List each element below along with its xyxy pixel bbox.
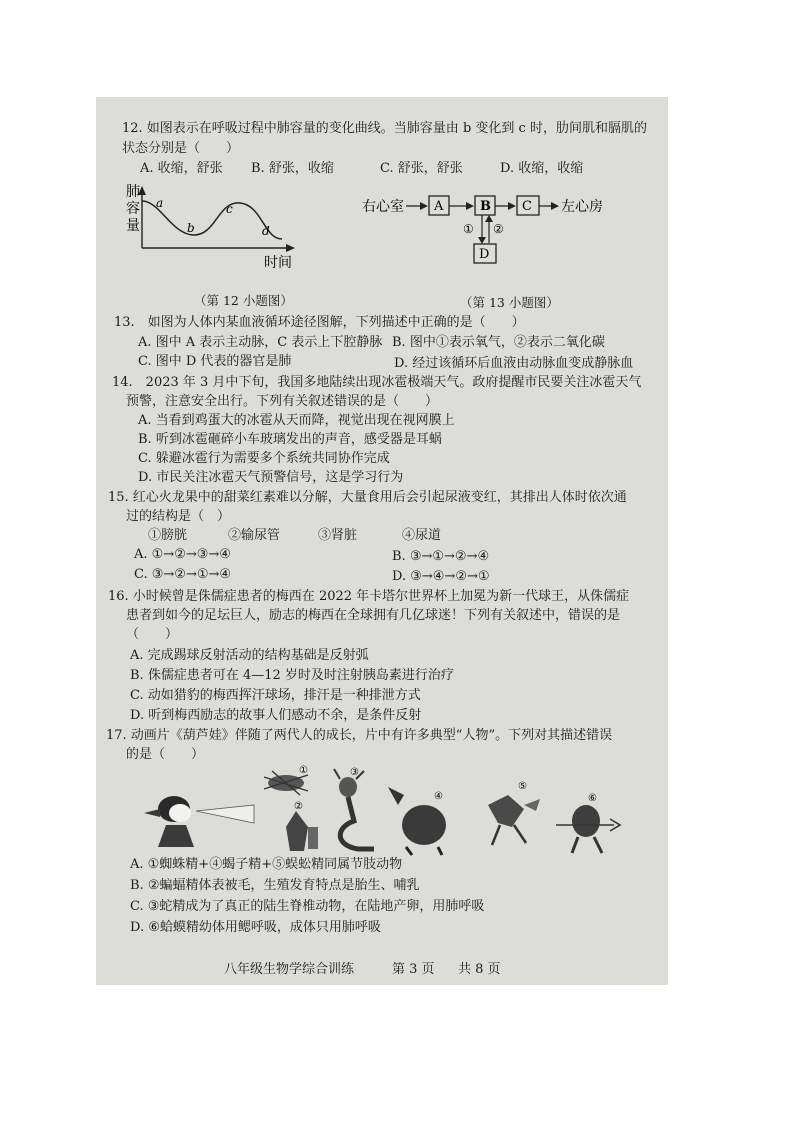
q16-stem-line3: （ ）	[126, 627, 179, 642]
q16-option-a: A. 完成踢球反射活动的结构基础是反射弧	[130, 648, 369, 663]
label-2: ②	[294, 801, 303, 812]
q15-item-1: ①膀胱	[148, 528, 188, 543]
label-3: ③	[350, 767, 359, 778]
q12-option-d: D. 收缩，收缩	[500, 161, 584, 176]
q12-caption: （第 12 小题图）	[194, 293, 293, 308]
arrow-2-label: ②	[493, 222, 504, 236]
chart-xlabel: 时间	[264, 255, 292, 271]
box-b-label: B	[480, 199, 491, 214]
q14-option-b: B. 听到冰雹砸碎小车玻璃发出的声音，感受器是耳蜗	[138, 432, 442, 447]
q16-option-c: C. 动如猎豹的梅西挥汗球场，排汗是一种排泄方式	[130, 688, 421, 703]
q17-option-d: D. ⑥蛤蟆精幼体用鳃呼吸，成体只用肺呼吸	[130, 920, 381, 935]
q15-option-a: A. ①→②→③→④	[134, 547, 231, 562]
q17-stem-line1: 17. 动画片《葫芦娃》伴随了两代人的成长，片中有许多典型“人物”。下列对其描述错误	[106, 728, 613, 743]
q13-option-d: D. 经过该循环后血液由动脉血变成静脉血	[394, 356, 634, 371]
curve-point-a: a	[156, 196, 164, 210]
q16-option-d: D. 听到梅西励志的故事人们感动不余，是条件反射	[130, 708, 422, 723]
q15-item-4: ④尿道	[402, 528, 442, 543]
q14-stem-line2: 预警，注意安全出行。下列有关叙述错误的是（ ）	[126, 394, 439, 409]
q16-stem-line1: 16. 小时候曾是侏儒症患者的梅西在 2022 年卡塔尔世界杯上加冕为新一代球王，从侏儒症	[108, 589, 630, 604]
q14-option-d: D. 市民关注冰雹天气预警信号，这是学习行为	[138, 470, 404, 485]
box-a-label: A	[434, 199, 444, 214]
scorpion-demon-figure	[388, 787, 446, 855]
q16-stem-line2: 患者到如今的足坛巨人，励志的梅西在全球拥有几亿球迷！下列有关叙述中，错误的是	[126, 608, 621, 623]
snake-demon-figure	[334, 767, 374, 849]
q12-stem-line1: 12. 如图表示在呼吸过程中肺容量的变化曲线。当肺容量由 b 变化到 c 时，肋间肌和膈肌的	[122, 121, 647, 136]
q14-option-a: A. 当看到鸡蛋大的冰雹从天而降，视觉出现在视网膜上	[138, 413, 455, 428]
spider-demon-figure	[264, 765, 308, 795]
q15-stem-line1: 15. 红心火龙果中的甜菜红素难以分解，大量食用后会引起尿液变红，其排出人体时依次通	[108, 490, 627, 505]
q12-option-a: A. 收缩，舒张	[140, 161, 223, 176]
q17-stem-line2: 的是（ ）	[126, 747, 205, 762]
q15-option-b: B. ③→①→②→④	[392, 549, 490, 564]
exam-page	[96, 97, 668, 985]
q15-option-d: D. ③→④→②→①	[392, 569, 490, 584]
q15-item-3: ③肾脏	[318, 528, 358, 543]
curve-point-b: b	[187, 221, 195, 235]
circulation-diagram	[362, 191, 642, 271]
q14-stem-line1: 14. 2023 年 3 月中下旬，我国多地陆续出现冰雹极端天气。政府提醒市民要关注冰雹天气	[112, 375, 642, 390]
box-d-label: D	[479, 247, 490, 262]
label-1: ①	[299, 765, 308, 776]
q17-option-b: B. ②蝙蝠精体表被毛，生殖发育特点是胎生、哺乳	[130, 878, 420, 893]
label-5: ⑤	[518, 781, 527, 792]
curve-point-c: c	[226, 202, 233, 216]
q14-option-c: C. 躲避冰雹行为需要多个系统共同协作完成	[138, 451, 390, 466]
box-c-label: C	[522, 199, 532, 214]
q13-stem: 13. 如图为人体内某血液循环途径图解，下列描述中正确的是（ ）	[114, 315, 525, 330]
chart-ylabel-2: 容	[126, 201, 140, 217]
centipede-demon-figure	[488, 781, 540, 845]
chart-ylabel-1: 肺	[126, 184, 140, 200]
q13-caption: （第 13 小题图）	[460, 295, 559, 310]
lung-volume-chart	[126, 183, 302, 273]
q12-stem-line2: 状态分别是（ ）	[122, 141, 240, 156]
diagram-left-atrium: 左心房	[561, 199, 603, 215]
label-4: ④	[434, 791, 443, 802]
toad-demon-figure	[556, 793, 620, 853]
diagram-right-ventricle: 右心室	[362, 199, 404, 215]
footer-total-pages: 共 8 页	[458, 962, 501, 977]
q15-stem-line2: 过的结构是（ ）	[126, 509, 231, 524]
arrow-1-label: ①	[463, 222, 474, 236]
q12-option-b: B. 舒张，收缩	[251, 161, 334, 176]
q13-option-b: B. 图中①表示氧气，②表示二氧化碳	[392, 335, 605, 350]
label-6: ⑥	[588, 793, 597, 804]
bat-demon-figure	[286, 801, 318, 851]
chart-ylabel-3: 量	[126, 218, 140, 234]
q13-option-c: C. 图中 D 代表的器官是肺	[138, 354, 292, 369]
q15-item-2: ②输尿管	[228, 528, 281, 543]
q17-option-c: C. ③蛇精成为了真正的陆生脊椎动物，在陆地产卵，用肺呼吸	[130, 899, 485, 914]
footer-subject: 八年级生物学综合训练	[224, 962, 355, 977]
q16-option-b: B. 侏儒症患者可在 4—12 岁时及时注射胰岛素进行治疗	[130, 668, 454, 683]
calabash-brother-figure	[144, 796, 194, 847]
curve-point-d: d	[262, 224, 270, 238]
q15-option-c: C. ③→②→①→④	[134, 567, 232, 582]
q12-option-c: C. 舒张，舒张	[380, 161, 463, 176]
q17-option-a: A. ①蜘蛛精+④蝎子精+⑤蜈蚣精同属节肢动物	[130, 857, 403, 872]
footer-page-number: 第 3 页	[392, 962, 435, 977]
q13-option-a: A. 图中 A 表示主动脉，C 表示上下腔静脉	[138, 335, 383, 350]
calabash-characters-illustration	[136, 765, 636, 857]
